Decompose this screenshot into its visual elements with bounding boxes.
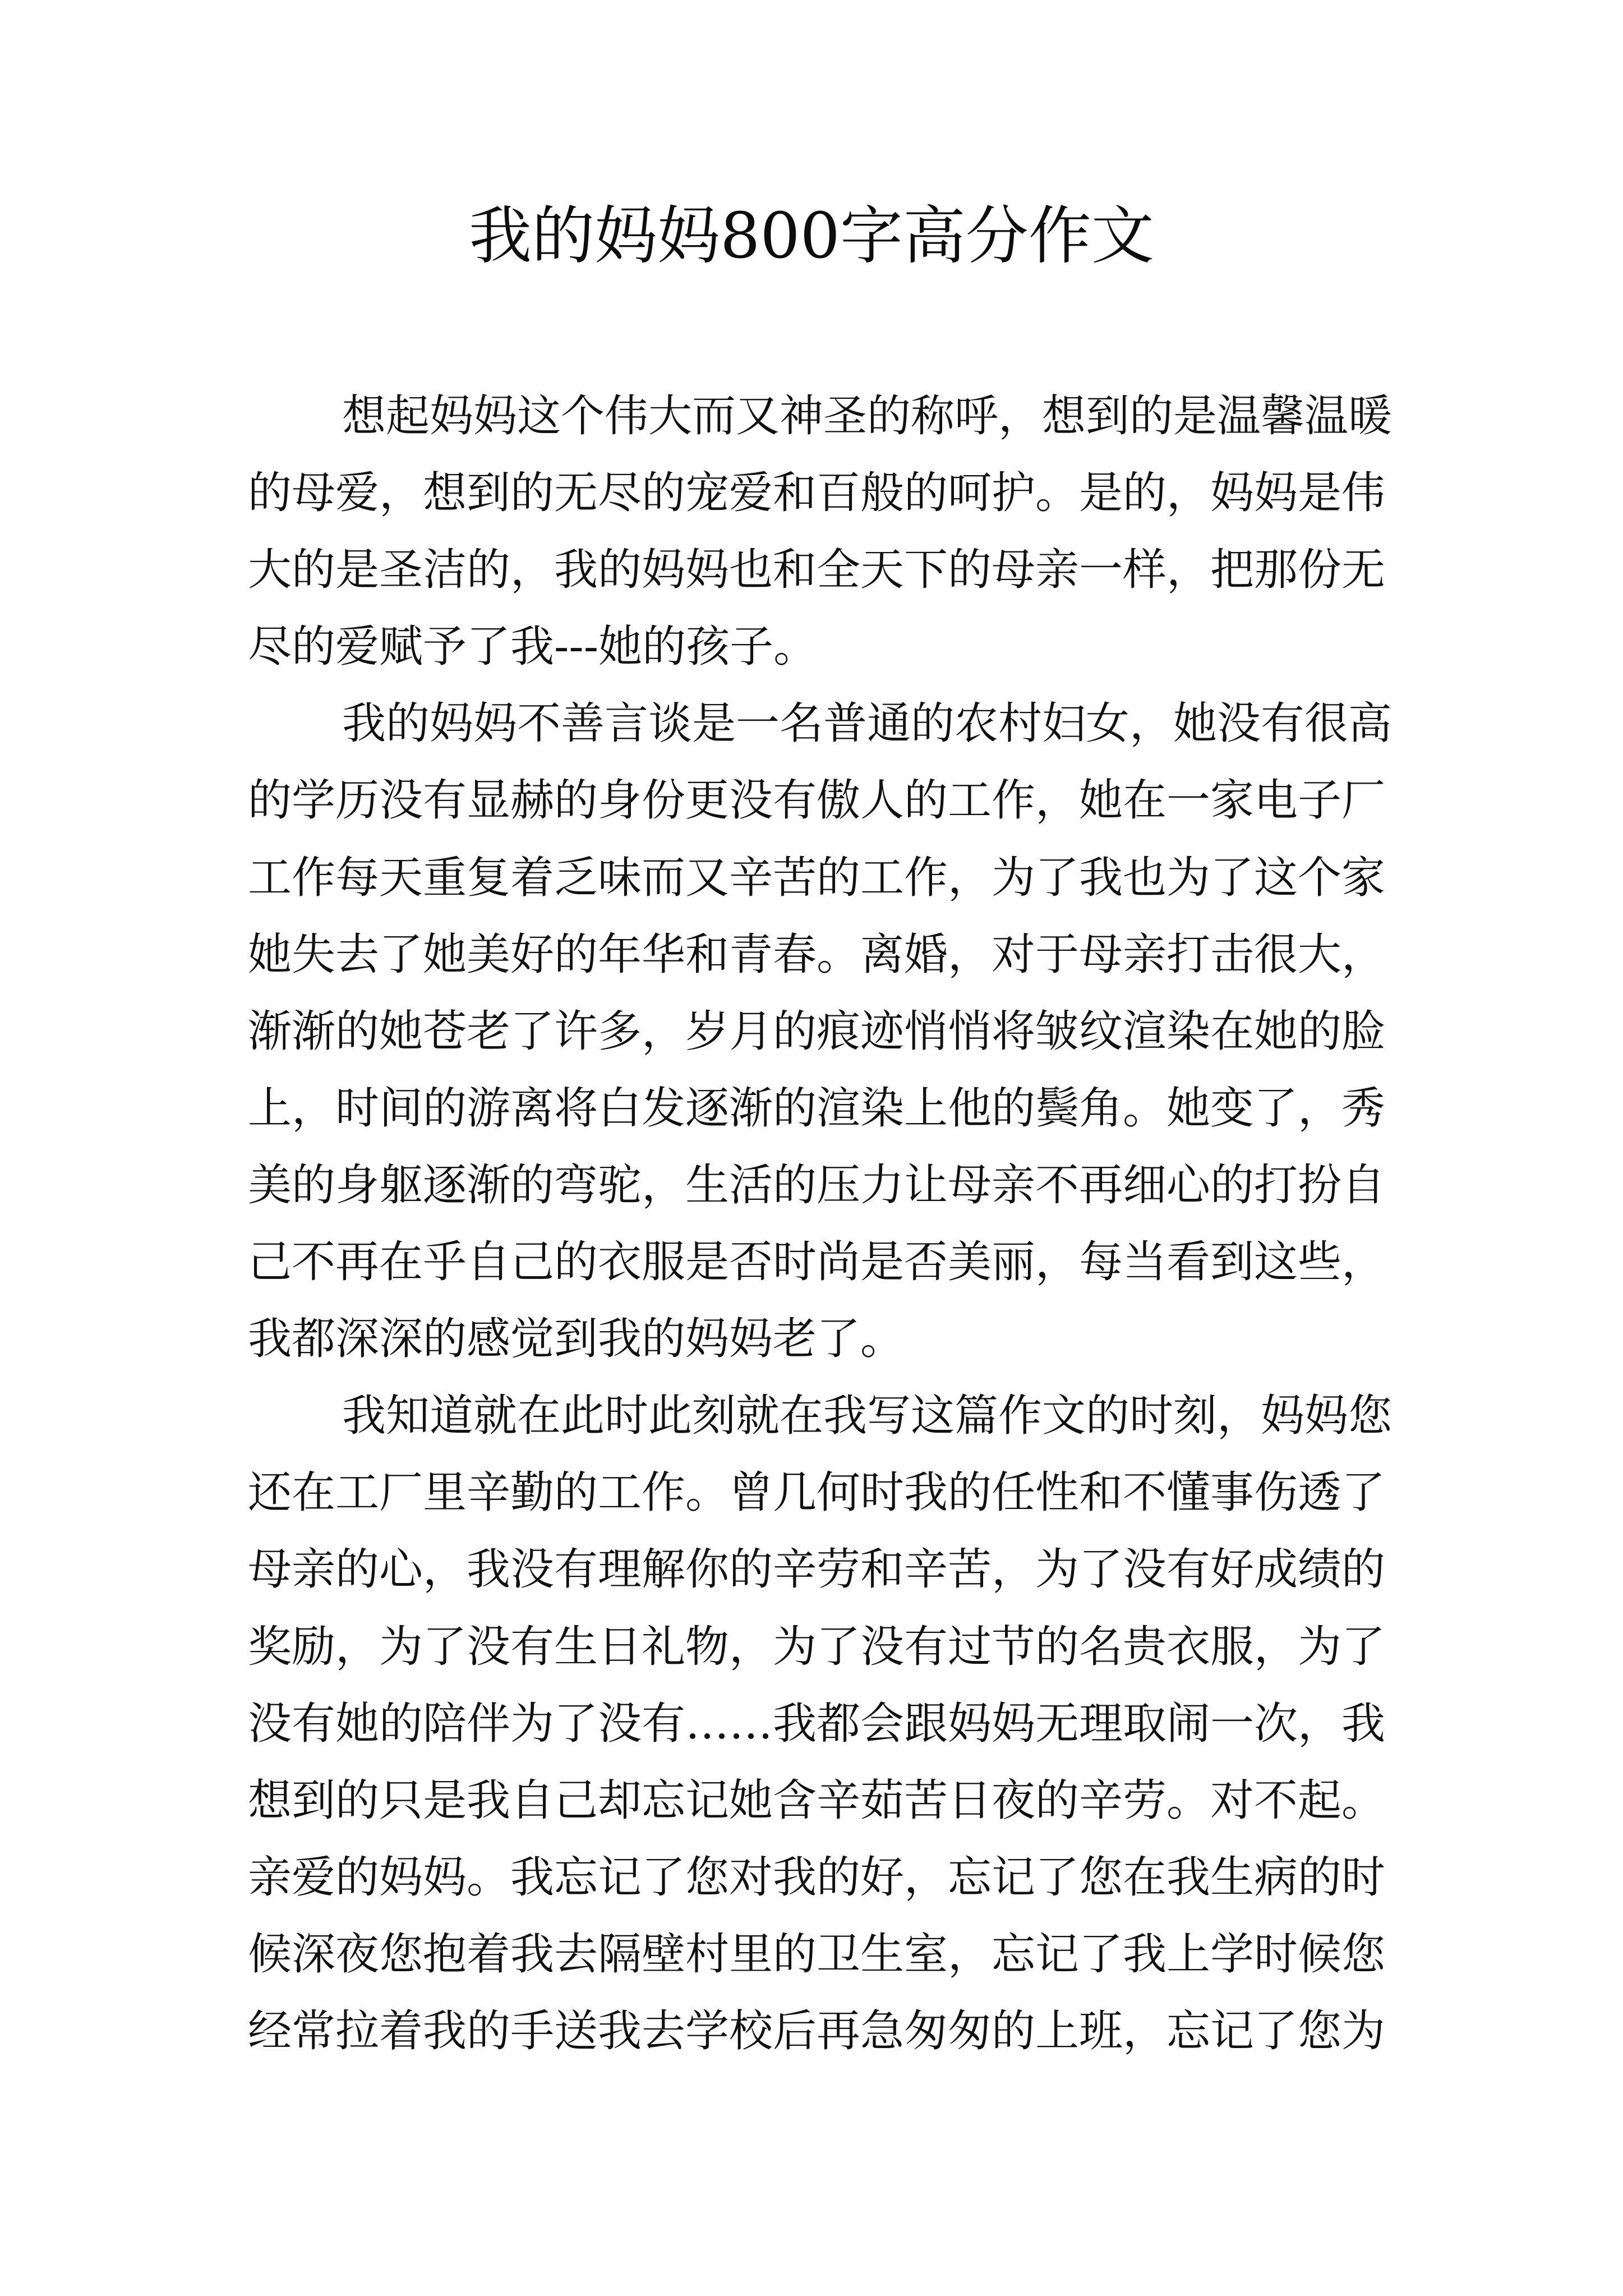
paragraph-3 (248, 1378, 1403, 2070)
text-line: 大的是圣洁的，我的妈妈也和全天下的母亲一样，把那份无 (248, 545, 1386, 596)
paragraph-1 (248, 378, 1403, 685)
text-line: 奖励，为了没有生日礼物，为了没有过节的名贵衣服，为了 (248, 1621, 1386, 1672)
text-line: 她失去了她美好的年华和青春。离婚，对于母亲打击很大， (248, 929, 1386, 980)
text-line: 想起妈妈这个伟大而又神圣的称呼，想到的是温馨温暖 (342, 391, 1393, 441)
text-line: 工作每天重复着乏味而又辛苦的工作，为了我也为了这个家 (248, 852, 1386, 903)
text-line: 想到的只是我自己却忘记她含辛茹苦日夜的辛劳。对不起。 (248, 1775, 1386, 1826)
paragraph-2 (248, 685, 1403, 1378)
text-line: 渐渐的她苍老了许多，岁月的痕迹悄悄将皱纹渲染在她的脸 (248, 1006, 1386, 1057)
document-body (248, 378, 1403, 2070)
text-line: 没有她的陪伴为了没有……我都会跟妈妈无理取闹一次，我 (248, 1698, 1386, 1749)
text-line: 的母爱，想到的无尽的宠爱和百般的呵护。是的，妈妈是伟 (248, 468, 1386, 519)
text-line: 亲爱的妈妈。我忘记了您对我的好，忘记了您在我生病的时 (248, 1852, 1386, 1903)
text-line: 我的妈妈不善言谈是一名普通的农村妇女，她没有很高 (342, 698, 1393, 749)
text-line: 我知道就在此时此刻就在我写这篇作文的时刻，妈妈您 (342, 1391, 1393, 1442)
text-line: 我都深深的感觉到我的妈妈老了。 (248, 1314, 905, 1365)
text-line: 上，时间的游离将白发逐渐的渲染上他的鬓角。她变了，秀 (248, 1083, 1386, 1134)
text-line: 经常拉着我的手送我去学校后再急匆匆的上班，忘记了您为 (248, 2005, 1386, 2056)
document-title: 我的妈妈800字高分作文 (469, 200, 1154, 273)
text-line: 候深夜您抱着我去隔壁村里的卫生室，忘记了我上学时候您 (248, 1929, 1386, 1980)
text-line: 还在工厂里辛勤的工作。曾几何时我的任性和不懂事伤透了 (248, 1467, 1386, 1519)
text-line: 母亲的心，我没有理解你的辛劳和辛苦，为了没有好成绩的 (248, 1544, 1386, 1595)
text-line: 己不再在乎自己的衣服是否时尚是否美丽，每当看到这些， (248, 1237, 1386, 1288)
text-line: 的学历没有显赫的身份更没有傲人的工作，她在一家电子厂 (248, 775, 1386, 826)
text-line: 尽的爱赋予了我---她的孩子。 (248, 622, 818, 673)
text-line: 美的身躯逐渐的弯驼，生活的压力让母亲不再细心的打扮自 (248, 1159, 1386, 1211)
